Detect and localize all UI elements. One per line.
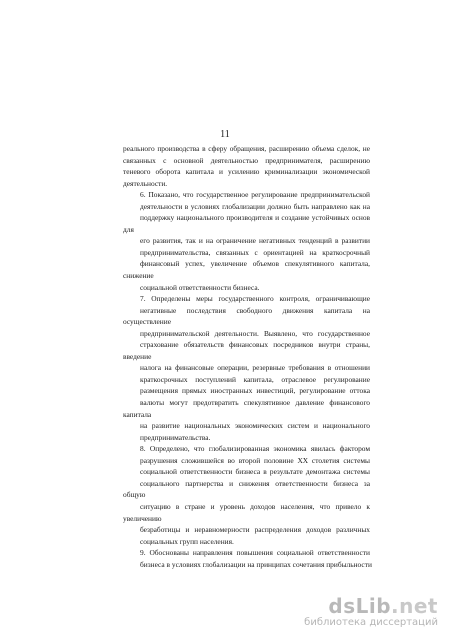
text-line: безработицы и неравномерности распределения доходов различных xyxy=(140,525,370,535)
text-line: финансовый успех, увеличение объемов спекулятивного капитала, снижение xyxy=(123,259,370,281)
paragraph xyxy=(123,547,370,570)
page-number: 11 xyxy=(220,129,230,140)
text-line: разрушения сложившейся во второй половине XX столетия системы xyxy=(140,455,370,465)
text-line: 8. Определено, что глобализированная экономика явилась фактором xyxy=(140,444,370,454)
watermark-caption: библиотека диссертаций xyxy=(304,617,438,628)
body-text xyxy=(123,143,370,570)
text-line: предпринимательства. xyxy=(140,432,211,442)
paragraph xyxy=(123,189,370,293)
text-line: социальной ответственности бизнеса. xyxy=(140,282,260,292)
text-line: социальных групп населения. xyxy=(140,536,234,546)
text-line: размещения прямых иностранных инвестиций, регулирование оттока xyxy=(140,386,370,396)
watermark-logo-suffix: .net xyxy=(391,594,438,618)
text-line: ситуацию в стране и уровень доходов населения, что привело к увеличению xyxy=(123,501,370,523)
watermark-logo-main: dsLib xyxy=(328,594,392,618)
text-line: социальной ответственности бизнеса в результате демонтажа системы xyxy=(140,467,370,477)
watermark xyxy=(304,596,438,628)
watermark-logo xyxy=(304,596,438,616)
text-line: социального партнерства и снижения ответственности бизнеса за общую xyxy=(123,478,370,500)
text-line: 7. Определены меры государственного контроля, ограничивающие xyxy=(140,294,370,304)
text-line: 9. Обоснованы направления повышения социальной ответственности xyxy=(140,548,370,558)
text-line: поддержку национального производителя и создание устойчивых основ для xyxy=(123,213,370,234)
paragraph xyxy=(123,143,370,189)
text-line: краткосрочных поступлений капитала, отраслевое регулирование xyxy=(140,374,370,384)
text-line: деятельности в условиях глобализации должно быть направлено как на xyxy=(140,201,370,211)
text-line: предпринимательской деятельности. Выявлено, что государственное xyxy=(140,328,370,338)
text-line: его развития, так и на ограничение негативных тенденций в развитии xyxy=(140,236,370,246)
text-line: бизнеса в условиях глобализации на принципах сочетания прибыльности xyxy=(140,559,372,569)
paragraph xyxy=(123,443,370,547)
text-line: на развитие национальных экономических систем и национального xyxy=(140,421,370,431)
text-line: реального производства в сферу обращения, расширению объема сделок, не xyxy=(123,144,370,153)
text-line: страхование обязательств финансовых посредников внутри страны, введение xyxy=(123,340,370,361)
text-line: 6. Показано, что государственное регулирование предпринимательской xyxy=(140,190,370,200)
text-line: валюты могут предотвратить спекулятивное давление финансового капитала xyxy=(123,398,370,419)
text-line: деятельности. xyxy=(123,178,168,188)
text-line: связанных с основной деятельностью предпринимателя, расширению xyxy=(123,155,370,165)
text-line: теневого оборота капитала и усилению криминализации экономической xyxy=(123,167,370,177)
text-line: предпринимательства, связанных с ориентацией на краткосрочный xyxy=(140,247,370,257)
paragraph xyxy=(123,293,370,443)
text-line: негативные последствия свободного движения капитала на осуществление xyxy=(123,305,370,327)
text-line: налога на финансовые операции, резервные требования в отношении xyxy=(140,363,370,373)
